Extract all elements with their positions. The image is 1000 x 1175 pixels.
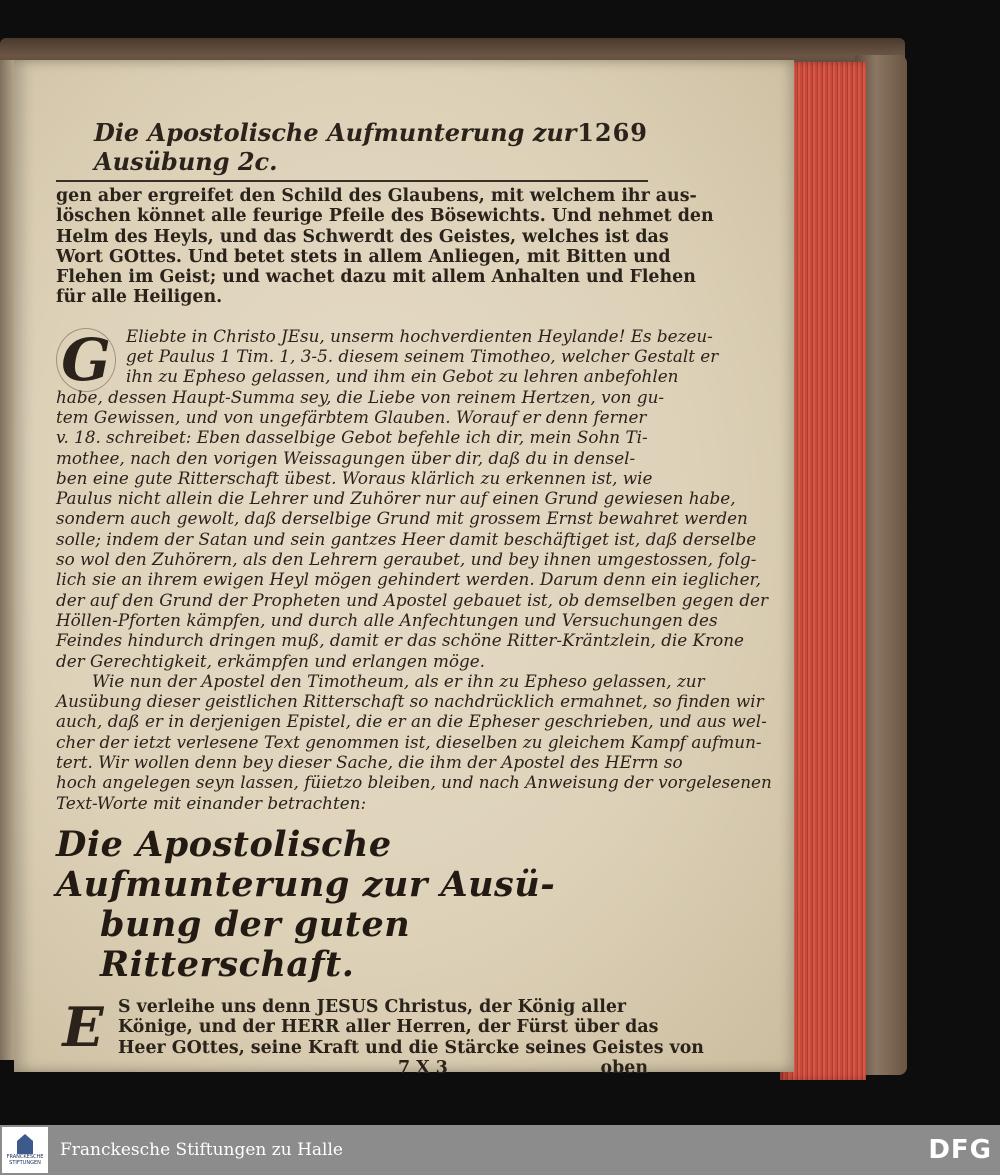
paragraph-4 [56,994,704,1059]
running-header [56,118,648,182]
text-line: tem Gewissen, und von ungefärbtem Glauben. Worauf er denn ferner [56,406,647,427]
building-icon [17,1134,33,1154]
catchword: oben [600,1057,648,1078]
text-line: ben eine gute Ritterschaft übest. Woraus klärlich zu erkennen ist, wie [56,467,653,488]
text-line: mothee, nach den vorigen Weissagungen über dir, daß du in densel- [56,447,636,468]
paragraph-3 [56,670,772,813]
running-head: Die Apostolische Aufmunterung zur Ausübung 2c. [94,118,577,176]
text-line: ihn zu Epheso gelassen, und ihm ein Gebot zu lehren anbefohlen [126,366,679,387]
text-line: Könige, und der HERR aller Herren, der Fürst über das [118,1017,659,1038]
text-line: get Paulus 1 Tim. 1, 3-5. diesem seinem Timotheo, welcher Gestalt er [126,346,719,367]
text-line: so wol den Zuhörern, als den Lehrern geraubet, und bey ihnen umgestossen, folg- [56,549,757,570]
text-line: Heer GOttes, seine Kraft und die Stärcke seines Geistes von [118,1037,704,1058]
viewer-footer [0,1125,1000,1175]
text-line: Eliebte in Christo JEsu, unserm hochverdienten Heylande! Es bezeu- [126,325,713,346]
paragraph-2 [56,325,769,671]
heading-line-2: bung der guten Ritterschaft. [100,903,411,985]
heading-line-1: Die Apostolische Aufmunterung zur Ausü- [56,823,556,905]
text-line: lich sie an ihrem ewigen Heyl mögen gehindert werden. Darum denn ein ieglicher, [56,569,762,590]
text-line: solle; indem der Satan und sein gantzes Heer damit beschäftiget ist, daß derselbe [56,528,757,549]
text-line: löschen könnet alle feurige Pfeile des Bösewichts. Und nehmet den [56,206,714,227]
section-heading [56,825,648,985]
page-text [56,118,772,1080]
text-line: gen aber ergreifet den Schild des Glaubens, mit welchem ihr aus- [56,186,697,206]
decorated-initial: E [62,994,104,1059]
signature-mark: 7 X 3 [398,1057,448,1078]
institution-logo[interactable] [2,1127,48,1173]
text-line: Text-Worte mit einander betrachten: [56,792,367,813]
institution-name[interactable]: Franckesche Stiftungen zu Halle [60,1140,343,1160]
text-line: habe, dessen Haupt-Summa sey, die Liebe von reinem Hertzen, von gu- [56,386,665,407]
text-line: cher der ietzt verlesene Text genommen ist, dieselben zu gleichem Kampf aufmun- [56,731,762,752]
text-line: Höllen-Pforten kämpfen, und durch alle Anfechtungen und Versuchungen des [56,609,718,630]
text-line: der auf den Grund der Propheten und Apostel gebauet ist, ob demselben gegen der [56,589,769,610]
text-line: Flehen im Geist; und wachet dazu mit allem Anhalten und Flehen [56,267,696,288]
text-line: der Gerechtigkeit, erkämpfen und erlangen möge. [56,650,485,671]
text-line: Ausübung dieser geistlichen Ritterschaft so nachdrücklich ermahnet, so finden wir [56,691,764,712]
paragraph-1 [56,186,714,308]
text-line: tert. Wir wollen denn bey dieser Sache, die ihm der Apostel des HErrn so [56,752,683,773]
text-line: sondern auch gewolt, daß derselbige Grund mit grossem Ernst bewahret werden [56,508,748,529]
page-foot [56,1058,648,1080]
text-line: v. 18. schreibet: Eben dasselbige Gebot befehle ich dir, mein Sohn Ti- [56,427,648,448]
text-line: Wort GOttes. Und betet stets in allem Anliegen, mit Bitten und [56,246,671,267]
text-line: hoch angelegen seyn lassen, füietzo bleiben, und nach Anweisung der vorgelesenen [56,772,772,793]
decorated-initial: G [56,328,116,392]
logo-text: FRANCKESCHE STIFTUNGEN [6,1154,44,1166]
text-line: Wie nun der Apostel den Timotheum, als er ihn zu Epheso gelassen, zur [92,670,705,691]
text-line: Paulus nicht allein die Lehrer und Zuhörer nur auf einen Grund gewiesen habe, [56,488,736,509]
text-line: Helm des Heyls, und das Schwerdt des Geistes, welches ist das [56,226,669,247]
text-line: für alle Heiligen. [56,287,223,308]
dfg-logo[interactable]: DFG [928,1135,992,1165]
page-number: 1269 [577,118,648,147]
text-line: S verleihe uns denn JESUS Christus, der König aller [118,996,627,1017]
text-line: Feindes hindurch dringen muß, damit er das schöne Ritter-Kräntzlein, die Krone [56,630,744,651]
text-line: auch, daß er in derjenigen Epistel, die er an die Epheser geschrieben, und aus wel- [56,711,767,732]
